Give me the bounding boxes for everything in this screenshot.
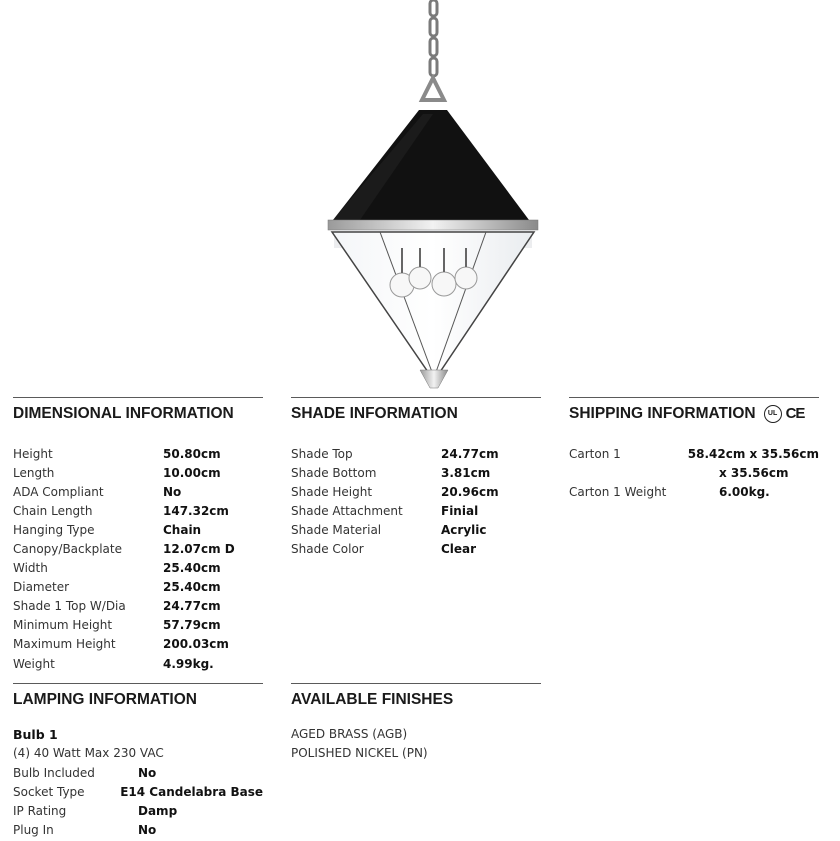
row-value: 57.79cm (163, 618, 221, 633)
row-value: 50.80cm (163, 446, 221, 461)
carton-row (569, 444, 819, 463)
row-value: 4.99kg. (163, 656, 214, 671)
row-value: Chain (163, 522, 202, 537)
spec-row (291, 520, 541, 539)
row-label: Maximum Height (13, 637, 116, 652)
row-label: Height (13, 446, 53, 461)
row-label: Chain Length (13, 503, 93, 518)
spec-row (13, 782, 263, 801)
row-value: No (163, 484, 182, 499)
spec-row (13, 482, 263, 501)
row-value: Clear (441, 542, 477, 557)
row-label: Shade Bottom (291, 465, 377, 480)
row-label: Diameter (13, 580, 70, 595)
spec-row (291, 444, 541, 463)
row-label: Shade Material (291, 522, 382, 537)
spec-row (13, 635, 263, 654)
spec-row (291, 463, 541, 482)
spec-row (13, 444, 263, 463)
finish-item: AGED BRASS (AGB) (291, 727, 408, 741)
carton-weight-row (569, 482, 819, 501)
row-value: 20.96cm (441, 484, 499, 499)
spec-row (13, 616, 263, 635)
dimensional-section (13, 397, 263, 673)
row-label: Plug In (13, 823, 54, 838)
row-value: 200.03cm (163, 637, 229, 652)
spec-row (13, 578, 263, 597)
row-label: Shade Height (291, 484, 373, 499)
row-value: 3.81cm (441, 465, 491, 480)
bulb-title: Bulb 1 (13, 727, 58, 742)
shade-rows (291, 444, 541, 559)
row-label: Hanging Type (13, 522, 95, 537)
row-label: Canopy/Backplate (13, 542, 122, 557)
row-value: Finial (441, 503, 479, 518)
row-label: IP Rating (13, 803, 67, 818)
glass-shade (332, 232, 534, 372)
row-label: Shade 1 Top W/Dia (13, 599, 126, 614)
row-value: 10.00cm (163, 465, 221, 480)
bulb-description: (4) 40 Watt Max 230 VAC (13, 746, 164, 761)
row-value: x 35.56cm (719, 465, 789, 480)
row-value: 25.40cm (163, 580, 221, 595)
section-title (569, 404, 819, 424)
spec-row (291, 501, 541, 520)
lamping-rows (13, 763, 263, 839)
row-label: Weight (13, 656, 55, 671)
section-title: AVAILABLE FINISHES (291, 691, 454, 708)
row-label: Width (13, 561, 48, 576)
carton-row-continued (569, 463, 819, 482)
shipping-section (569, 397, 819, 501)
row-value: No (138, 765, 157, 780)
finishes-list (291, 725, 541, 763)
row-value: Damp (138, 803, 178, 818)
row-value: 147.32cm (163, 503, 229, 518)
row-value: 12.07cm D (163, 542, 235, 557)
row-label: ADA Compliant (13, 484, 104, 499)
row-value: 25.40cm (163, 561, 221, 576)
row-value: No (138, 823, 157, 838)
spec-row (13, 539, 263, 558)
row-value: 24.77cm (441, 446, 499, 461)
spec-row (13, 820, 263, 839)
row-value: E14 Candelabra Base (120, 784, 263, 799)
spec-row (291, 539, 541, 558)
row-value: Acrylic (441, 522, 487, 537)
chain (430, 0, 437, 76)
spec-row (13, 559, 263, 578)
row-label: Carton 1 (569, 446, 621, 461)
shipping-title: SHIPPING INFORMATION (569, 405, 756, 422)
row-label: Bulb Included (13, 765, 95, 780)
row-label: Shade Top (291, 446, 353, 461)
finishes-section (291, 683, 541, 763)
row-value: 24.77cm (163, 599, 221, 614)
row-label: Carton 1 Weight (569, 484, 667, 499)
lamping-section (13, 683, 263, 840)
row-label: Shade Color (291, 542, 364, 557)
spec-row (13, 654, 263, 673)
finish-item: POLISHED NICKEL (PN) (291, 746, 428, 761)
row-value: 58.42cm x 35.56cm (687, 446, 819, 461)
row-label: Shade Attachment (291, 503, 403, 518)
ul-listed-icon: UL (764, 405, 782, 423)
row-label: Minimum Height (13, 618, 113, 633)
row-value: 6.00kg. (719, 484, 770, 499)
shade-section (291, 397, 541, 559)
spec-row (13, 463, 263, 482)
certifications (764, 404, 805, 424)
row-label: Socket Type (13, 784, 85, 799)
spec-row (13, 763, 263, 782)
spec-row (13, 520, 263, 539)
section-title: LAMPING INFORMATION (13, 691, 197, 708)
spec-row (13, 597, 263, 616)
section-title: SHADE INFORMATION (291, 405, 458, 422)
dimensional-rows (13, 444, 263, 673)
spec-row (13, 501, 263, 520)
row-label: Length (13, 465, 55, 480)
ce-mark-icon: CE (785, 405, 805, 422)
section-title: DIMENSIONAL INFORMATION (13, 405, 234, 422)
spec-row (291, 482, 541, 501)
pendant-lamp-image (320, 0, 550, 395)
spec-row (13, 801, 263, 820)
